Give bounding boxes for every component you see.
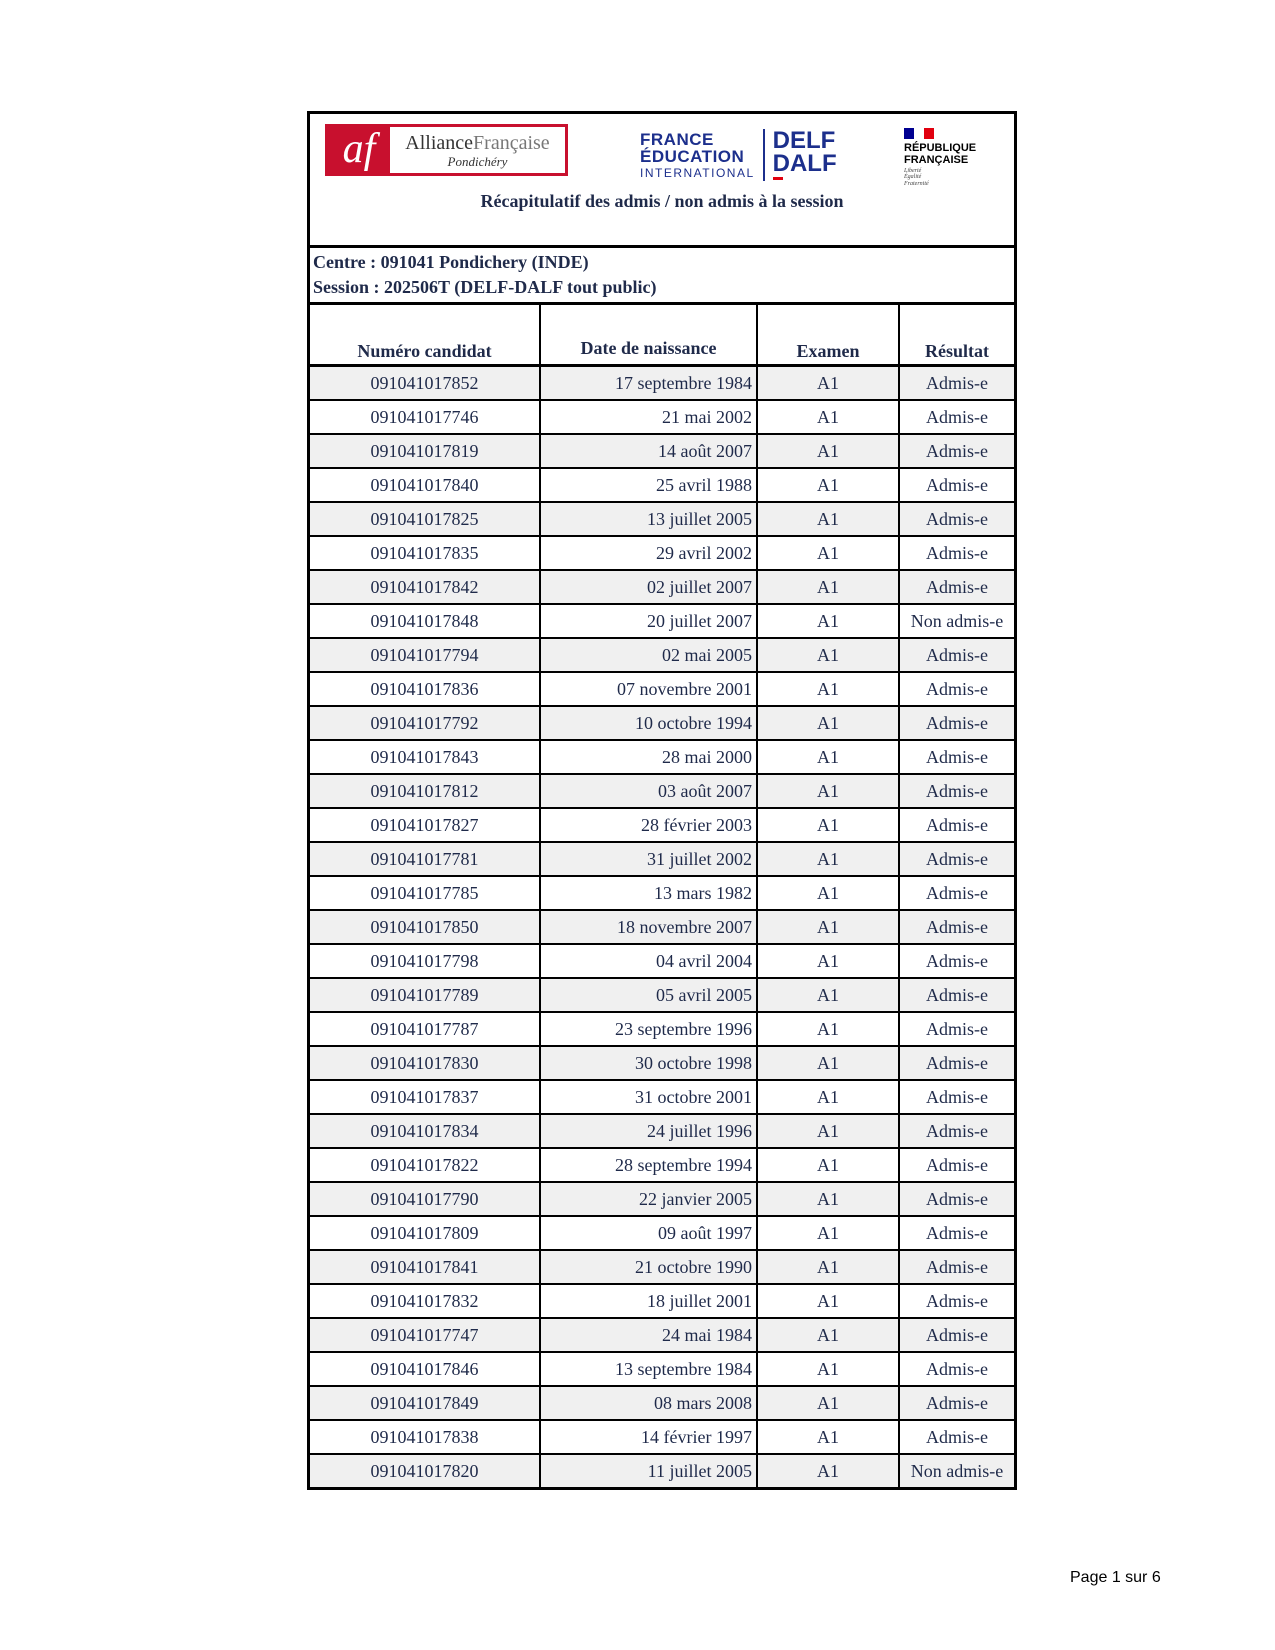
cell-birth-date: 11 juillet 2005 <box>540 1454 757 1487</box>
cell-exam: A1 <box>757 1148 899 1182</box>
cell-candidate-number: 091041017837 <box>310 1080 540 1114</box>
cell-exam: A1 <box>757 570 899 604</box>
cell-candidate-number: 091041017834 <box>310 1114 540 1148</box>
cell-exam: A1 <box>757 842 899 876</box>
cell-exam: A1 <box>757 536 899 570</box>
table-row <box>310 1454 1014 1487</box>
cell-exam: A1 <box>757 502 899 536</box>
cell-birth-date: 25 avril 1988 <box>540 468 757 502</box>
cell-candidate-number: 091041017809 <box>310 1216 540 1250</box>
cell-birth-date: 05 avril 2005 <box>540 978 757 1012</box>
cell-result: Admis-e <box>899 910 1014 944</box>
table-row <box>310 434 1014 468</box>
document-title: Récapitulatif des admis / non admis à la session <box>480 191 844 211</box>
table-row <box>310 1352 1014 1386</box>
cell-birth-date: 30 octobre 1998 <box>540 1046 757 1080</box>
cell-exam: A1 <box>757 1420 899 1454</box>
cell-exam: A1 <box>757 1114 899 1148</box>
cell-birth-date: 21 mai 2002 <box>540 400 757 434</box>
cell-candidate-number: 091041017842 <box>310 570 540 604</box>
cell-birth-date: 31 octobre 2001 <box>540 1080 757 1114</box>
cell-candidate-number: 091041017836 <box>310 672 540 706</box>
cell-exam: A1 <box>757 1012 899 1046</box>
cell-birth-date: 14 février 1997 <box>540 1420 757 1454</box>
table-row <box>310 1250 1014 1284</box>
cell-exam: A1 <box>757 1352 899 1386</box>
cell-candidate-number: 091041017792 <box>310 706 540 740</box>
cell-candidate-number: 091041017812 <box>310 774 540 808</box>
cell-exam: A1 <box>757 638 899 672</box>
cell-birth-date: 28 mai 2000 <box>540 740 757 774</box>
cell-exam: A1 <box>757 910 899 944</box>
cell-candidate-number: 091041017746 <box>310 400 540 434</box>
cell-candidate-number: 091041017794 <box>310 638 540 672</box>
table-row <box>310 1386 1014 1420</box>
cell-result: Admis-e <box>899 978 1014 1012</box>
cell-candidate-number: 091041017827 <box>310 808 540 842</box>
cell-result: Admis-e <box>899 570 1014 604</box>
table-row <box>310 944 1014 978</box>
cell-candidate-number: 091041017785 <box>310 876 540 910</box>
table-row <box>310 808 1014 842</box>
cell-candidate-number: 091041017846 <box>310 1352 540 1386</box>
table-row <box>310 536 1014 570</box>
table-row <box>310 604 1014 638</box>
cell-result: Admis-e <box>899 774 1014 808</box>
table-row <box>310 842 1014 876</box>
table-row <box>310 910 1014 944</box>
cell-birth-date: 28 février 2003 <box>540 808 757 842</box>
cell-birth-date: 18 novembre 2007 <box>540 910 757 944</box>
cell-candidate-number: 091041017789 <box>310 978 540 1012</box>
cell-result: Admis-e <box>899 1216 1014 1250</box>
session-line: Session : 202506T (DELF-DALF tout public) <box>313 277 657 297</box>
header-birth-date: Date de naissance <box>540 305 757 366</box>
cell-birth-date: 13 mars 1982 <box>540 876 757 910</box>
table-row <box>310 876 1014 910</box>
cell-exam: A1 <box>757 1386 899 1420</box>
cell-result: Admis-e <box>899 468 1014 502</box>
table-header-row <box>310 305 1014 366</box>
table-row <box>310 1216 1014 1250</box>
table-row <box>310 740 1014 774</box>
cell-birth-date: 07 novembre 2001 <box>540 672 757 706</box>
cell-exam: A1 <box>757 1250 899 1284</box>
cell-result: Non admis-e <box>899 604 1014 638</box>
cell-result: Admis-e <box>899 1080 1014 1114</box>
republique-francaise-logo: RÉPUBLIQUE FRANÇAISE Liberté Égalité Fraternité <box>904 128 994 187</box>
results-table <box>310 305 1014 1487</box>
cell-exam: A1 <box>757 366 899 401</box>
cell-birth-date: 10 octobre 1994 <box>540 706 757 740</box>
cell-birth-date: 02 mai 2005 <box>540 638 757 672</box>
cell-exam: A1 <box>757 978 899 1012</box>
cell-birth-date: 13 juillet 2005 <box>540 502 757 536</box>
cell-candidate-number: 091041017747 <box>310 1318 540 1352</box>
table-row <box>310 366 1014 401</box>
table-row <box>310 1114 1014 1148</box>
table-row <box>310 1012 1014 1046</box>
cell-birth-date: 24 mai 1984 <box>540 1318 757 1352</box>
cell-result: Admis-e <box>899 842 1014 876</box>
table-row <box>310 1182 1014 1216</box>
cell-candidate-number: 091041017830 <box>310 1046 540 1080</box>
cell-exam: A1 <box>757 706 899 740</box>
cell-exam: A1 <box>757 400 899 434</box>
cell-birth-date: 22 janvier 2005 <box>540 1182 757 1216</box>
table-row <box>310 1080 1014 1114</box>
cell-result: Admis-e <box>899 1182 1014 1216</box>
cell-exam: A1 <box>757 944 899 978</box>
header-candidate-number: Numéro candidat <box>310 305 540 366</box>
cell-exam: A1 <box>757 1318 899 1352</box>
cell-result: Admis-e <box>899 638 1014 672</box>
table-row <box>310 672 1014 706</box>
cell-result: Admis-e <box>899 1284 1014 1318</box>
cell-exam: A1 <box>757 1080 899 1114</box>
table-row <box>310 502 1014 536</box>
cell-birth-date: 03 août 2007 <box>540 774 757 808</box>
cell-result: Admis-e <box>899 1046 1014 1080</box>
cell-result: Admis-e <box>899 706 1014 740</box>
cell-birth-date: 24 juillet 1996 <box>540 1114 757 1148</box>
france-education-international-logo: FRANCE ÉDUCATION INTERNATIONAL DELF DALF <box>640 126 837 180</box>
alliance-francaise-logo <box>325 124 568 176</box>
cell-birth-date: 09 août 1997 <box>540 1216 757 1250</box>
cell-candidate-number: 091041017840 <box>310 468 540 502</box>
cell-birth-date: 31 juillet 2002 <box>540 842 757 876</box>
cell-candidate-number: 091041017781 <box>310 842 540 876</box>
cell-result: Admis-e <box>899 400 1014 434</box>
cell-candidate-number: 091041017841 <box>310 1250 540 1284</box>
cell-candidate-number: 091041017798 <box>310 944 540 978</box>
cell-result: Admis-e <box>899 1386 1014 1420</box>
cell-exam: A1 <box>757 468 899 502</box>
table-row <box>310 570 1014 604</box>
af-mark: af <box>328 127 390 173</box>
cell-birth-date: 29 avril 2002 <box>540 536 757 570</box>
cell-birth-date: 21 octobre 1990 <box>540 1250 757 1284</box>
cell-result: Admis-e <box>899 808 1014 842</box>
cell-candidate-number: 091041017852 <box>310 366 540 401</box>
table-row <box>310 774 1014 808</box>
header-result: Résultat <box>899 305 1014 366</box>
cell-candidate-number: 091041017819 <box>310 434 540 468</box>
page-number: Page 1 sur 6 <box>1070 1569 1161 1586</box>
alliance-city: Pondichéry <box>447 153 508 169</box>
cell-result: Admis-e <box>899 366 1014 401</box>
cell-birth-date: 08 mars 2008 <box>540 1386 757 1420</box>
session-info <box>310 248 1014 305</box>
logo-divider <box>763 129 765 181</box>
cell-result: Admis-e <box>899 876 1014 910</box>
cell-result: Admis-e <box>899 672 1014 706</box>
centre-line: Centre : 091041 Pondichery (INDE) <box>313 252 589 272</box>
cell-birth-date: 17 septembre 1984 <box>540 366 757 401</box>
table-body <box>310 366 1014 1488</box>
cell-birth-date: 20 juillet 2007 <box>540 604 757 638</box>
table-row <box>310 978 1014 1012</box>
cell-result: Admis-e <box>899 1250 1014 1284</box>
table-row <box>310 468 1014 502</box>
cell-candidate-number: 091041017825 <box>310 502 540 536</box>
cell-result: Admis-e <box>899 1012 1014 1046</box>
cell-result: Admis-e <box>899 502 1014 536</box>
cell-result: Admis-e <box>899 1114 1014 1148</box>
table-row <box>310 706 1014 740</box>
cell-candidate-number: 091041017849 <box>310 1386 540 1420</box>
cell-candidate-number: 091041017835 <box>310 536 540 570</box>
cell-birth-date: 13 septembre 1984 <box>540 1352 757 1386</box>
cell-exam: A1 <box>757 876 899 910</box>
cell-exam: A1 <box>757 1284 899 1318</box>
cell-result: Non admis-e <box>899 1454 1014 1487</box>
cell-result: Admis-e <box>899 740 1014 774</box>
cell-birth-date: 28 septembre 1994 <box>540 1148 757 1182</box>
table-row <box>310 400 1014 434</box>
cell-exam: A1 <box>757 1216 899 1250</box>
cell-candidate-number: 091041017850 <box>310 910 540 944</box>
cell-birth-date: 23 septembre 1996 <box>540 1012 757 1046</box>
cell-result: Admis-e <box>899 536 1014 570</box>
cell-birth-date: 02 juillet 2007 <box>540 570 757 604</box>
cell-exam: A1 <box>757 808 899 842</box>
table-row <box>310 1420 1014 1454</box>
cell-result: Admis-e <box>899 1318 1014 1352</box>
delf-dalf-logo: DELF DALF <box>773 129 837 181</box>
results-sheet <box>307 111 1017 1490</box>
republique-motto: Liberté Égalité Fraternité <box>904 168 929 187</box>
cell-candidate-number: 091041017848 <box>310 604 540 638</box>
cell-birth-date: 04 avril 2004 <box>540 944 757 978</box>
cell-candidate-number: 091041017822 <box>310 1148 540 1182</box>
cell-exam: A1 <box>757 604 899 638</box>
cell-candidate-number: 091041017790 <box>310 1182 540 1216</box>
table-row <box>310 1046 1014 1080</box>
cell-exam: A1 <box>757 672 899 706</box>
cell-exam: A1 <box>757 740 899 774</box>
cell-exam: A1 <box>757 434 899 468</box>
cell-result: Admis-e <box>899 1420 1014 1454</box>
cell-result: Admis-e <box>899 944 1014 978</box>
cell-exam: A1 <box>757 1182 899 1216</box>
table-row <box>310 1148 1014 1182</box>
cell-result: Admis-e <box>899 434 1014 468</box>
cell-birth-date: 14 août 2007 <box>540 434 757 468</box>
table-row <box>310 1318 1014 1352</box>
french-flag-icon <box>904 128 934 139</box>
table-row <box>310 638 1014 672</box>
header-exam: Examen <box>757 305 899 366</box>
cell-result: Admis-e <box>899 1352 1014 1386</box>
cell-exam: A1 <box>757 1046 899 1080</box>
cell-candidate-number: 091041017838 <box>310 1420 540 1454</box>
table-row <box>310 1284 1014 1318</box>
cell-candidate-number: 091041017787 <box>310 1012 540 1046</box>
cell-birth-date: 18 juillet 2001 <box>540 1284 757 1318</box>
cell-candidate-number: 091041017820 <box>310 1454 540 1487</box>
cell-candidate-number: 091041017843 <box>310 740 540 774</box>
cell-result: Admis-e <box>899 1148 1014 1182</box>
cell-exam: A1 <box>757 774 899 808</box>
cell-candidate-number: 091041017832 <box>310 1284 540 1318</box>
cell-exam: A1 <box>757 1454 899 1487</box>
alliance-name: AllianceFrançaise <box>405 131 550 154</box>
header-block <box>310 114 1014 248</box>
